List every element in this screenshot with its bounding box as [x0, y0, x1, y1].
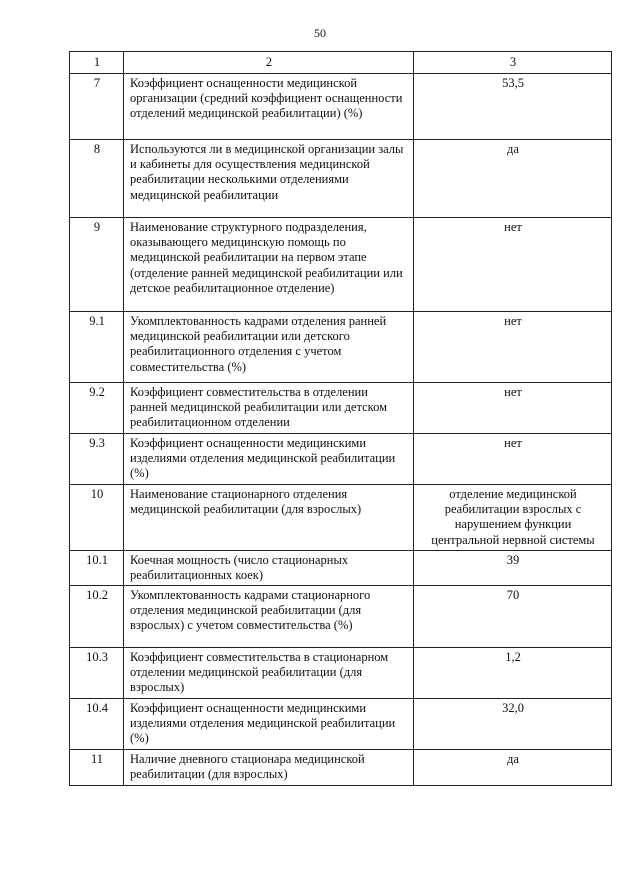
- row-number: 9.1: [70, 312, 124, 383]
- table-row: [70, 74, 612, 140]
- table-row: [70, 434, 612, 485]
- row-number: 8: [70, 140, 124, 218]
- table-row: [70, 383, 612, 434]
- row-value: нет: [414, 434, 612, 485]
- row-description: Наименование стационарного отделения медицинской реабилитации (для взрослых): [124, 485, 414, 551]
- row-description: Укомплектованность кадрами отделения ранней медицинской реабилитации или детского реабилитационного отделения с учетом совместительства (%): [124, 312, 414, 383]
- table-row: [70, 586, 612, 648]
- row-number: 11: [70, 750, 124, 786]
- header-cell: 3: [414, 52, 612, 74]
- row-description: Коэффициент оснащенности медицинскими изделиями отделения медицинской реабилитации (%): [124, 434, 414, 485]
- row-number: 10.3: [70, 648, 124, 699]
- row-value: да: [414, 750, 612, 786]
- table-row: [70, 140, 612, 218]
- row-number: 10.4: [70, 699, 124, 750]
- row-value: 70: [414, 586, 612, 648]
- row-number: 9.2: [70, 383, 124, 434]
- row-description: Используются ли в медицинской организации залы и кабинеты для осуществления медицинской реабилитации несколькими отделениями медицинской реабилитации: [124, 140, 414, 218]
- table-row: [70, 648, 612, 699]
- row-number: 10.1: [70, 551, 124, 586]
- table-header-row: [70, 52, 612, 74]
- table-row: [70, 699, 612, 750]
- row-value: 32,0: [414, 699, 612, 750]
- row-description: Укомплектованность кадрами стационарного отделения медицинской реабилитации (для взрослых) с учетом совместительства (%): [124, 586, 414, 648]
- page-number: 50: [314, 26, 326, 40]
- row-value: 1,2: [414, 648, 612, 699]
- table-row: [70, 750, 612, 786]
- row-description: Коэффициент оснащенности медицинскими изделиями отделения медицинской реабилитации (%): [124, 699, 414, 750]
- row-number: 7: [70, 74, 124, 140]
- row-description: Наименование структурного подразделения, оказывающего медицинскую помощь по медицинской реабилитации на первом этапе (отделение ранней медицинской реабилитации или детское реабилитационное отделение): [124, 218, 414, 312]
- table-row: [70, 485, 612, 551]
- row-value: отделение медицинской реабилитации взрослых с нарушением функции центральной нервной системы: [414, 485, 612, 551]
- row-description: Наличие дневного стационара медицинской реабилитации (для взрослых): [124, 750, 414, 786]
- row-description: Коечная мощность (число стационарных реабилитационных коек): [124, 551, 414, 586]
- data-table: [69, 51, 612, 786]
- row-number: 10.2: [70, 586, 124, 648]
- header-cell: 2: [124, 52, 414, 74]
- row-value: нет: [414, 218, 612, 312]
- row-value: 39: [414, 551, 612, 586]
- row-value: 53,5: [414, 74, 612, 140]
- row-number: 9.3: [70, 434, 124, 485]
- table-row: [70, 551, 612, 586]
- row-description: Коэффициент совместительства в стационарном отделении медицинской реабилитации (для взрослых): [124, 648, 414, 699]
- header-cell: 1: [70, 52, 124, 74]
- row-number: 10: [70, 485, 124, 551]
- row-value: нет: [414, 383, 612, 434]
- row-description: Коэффициент совместительства в отделении ранней медицинской реабилитации или детском реабилитационном отделении: [124, 383, 414, 434]
- table-row: [70, 218, 612, 312]
- row-description: Коэффициент оснащенности медицинской организации (средний коэффициент оснащенности отделений медицинской реабилитации) (%): [124, 74, 414, 140]
- table-row: [70, 312, 612, 383]
- row-number: 9: [70, 218, 124, 312]
- row-value: нет: [414, 312, 612, 383]
- row-value: да: [414, 140, 612, 218]
